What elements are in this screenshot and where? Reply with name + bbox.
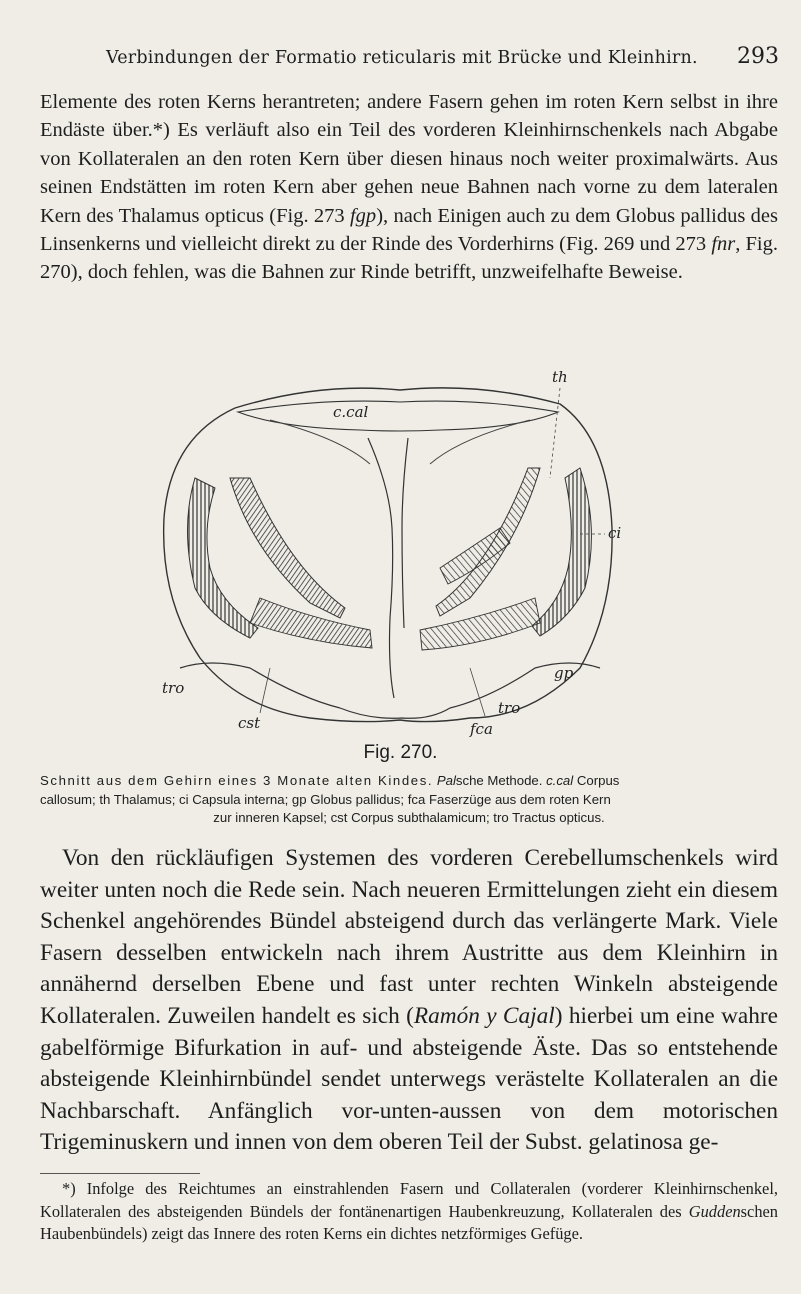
footnote-text-a: Infolge des Reichtumes an einstrahlenden Fasern und Collateralen (vorderer Kleinhirnschenkel, Kollateralen des absteigenden Bündels der fontänenartigen Haubenkreuzung, Kollateralen des xyxy=(40,1179,778,1221)
label-tro-left: tro xyxy=(162,679,185,697)
figure-270-illustration xyxy=(140,368,640,740)
page-number: 293 xyxy=(737,44,779,69)
label-ci: ci xyxy=(608,524,622,542)
outer-outline xyxy=(164,388,612,722)
label-gp: gp xyxy=(554,664,574,682)
paragraph-2-text-a: Von den rückläufigen Systemen des vorderen Cerebellumschenkels wird weiter unten noch die Rede sein. Nach neueren Ermittelungen zieht ein diesem Schenkel angehörendes Bündel absteigend durch das verlängerte Mark. Viele Fasern desselben entwickeln nach ihrem Austritte aus dem Kleinhirn in annähernd derselben Ebene und fast unter rechten Winkeln absteigende Kollateralen. Zuweilen handelt es sich ( xyxy=(40,845,778,1029)
caption-line1-rest: Corpus xyxy=(573,773,620,788)
paragraph-2 xyxy=(40,843,778,1159)
footnote xyxy=(40,1178,778,1246)
label-tro-right: tro xyxy=(498,699,521,717)
label-ccal: c.cal xyxy=(333,403,369,421)
caption-line2: callosum; th Thalamus; ci Capsula interna; gp Globus pallidus; fca Faserzüge aus dem roten Kern xyxy=(40,791,611,807)
footnote-mark: *) xyxy=(62,1179,76,1198)
paragraph-1-text: Elemente des roten Kerns herantreten; andere Fasern gehen im roten Kern selbst in ihre Endäste über.*) Es verläuft also ein Teil des vorderen Kleinhirnschenkels nach Abgabe von Kollateralen an den roten Kern über diesen hinaus noch weiter proximalwärts. Aus seinen Endstätten im roten Kern aber gehen neue Bahnen nach vorne zu dem lateralen Kern des Thalamus opticus (Fig. 273 xyxy=(40,91,778,227)
capsula-interna-right xyxy=(532,468,591,636)
footnote-text-b: schen Haubenbündels) zeigt das Innere des roten Kerns ein dichtes netzförmiges Gefüge. xyxy=(40,1201,778,1244)
paragraph-2-text-b: ) hierbei um eine wahre gabelförmige Bifurkation in auf- und absteigende Äste. Das so entstehende absteigende Kleinhirnbündel sendet unterwegs verästelte Kollateralen an die Nachbarschaft. Anfänglich vor-unten-aussen von dem motorischen Trigeminuskern und innen von dem oberen Teil der Subst. gelatinosa ge- xyxy=(40,1002,778,1156)
caption-lead: Schnitt aus dem Gehirn eines 3 Monate alten Kindes. xyxy=(40,773,434,788)
paragraph-1 xyxy=(40,88,778,287)
label-th: th xyxy=(552,368,568,386)
page-header xyxy=(40,44,779,69)
running-head: Verbindungen der Formatio reticularis mit Brücke und Kleinhirn. xyxy=(106,48,698,68)
figure-caption xyxy=(40,772,778,828)
figure-number: Fig. 270. xyxy=(363,742,438,763)
brain-section-drawing xyxy=(140,368,640,740)
caption-method-name: Pal xyxy=(436,773,456,788)
label-fca: fca xyxy=(470,720,493,738)
ref-fgp: fgp xyxy=(349,204,377,227)
caption-abbr-ccal: c.cal xyxy=(546,773,574,788)
author-ramon-y-cajal: Ramón y Cajal xyxy=(413,1002,555,1029)
caption-line3: zur inneren Kapsel; cst Corpus subthalamicum; tro Tractus opticus. xyxy=(213,810,605,826)
label-cst: cst xyxy=(238,714,261,732)
corpus-callosum-outline xyxy=(238,401,558,431)
footnote-rule xyxy=(40,1173,200,1174)
author-gudden: Gudden xyxy=(688,1201,741,1221)
caption-method-rest: sche Methode. xyxy=(455,773,543,788)
ref-fnr: fnr xyxy=(711,233,736,256)
paragraph-1-mid: ), nach Einigen auch zu dem Globus pallidus des Linsenkerns und vielleicht direkt zu der Rinde des Vorderhirns (Fig. 269 und 273 xyxy=(40,204,778,256)
paragraph-1-end: , Fig. 270), doch fehlen, was die Bahnen zur Rinde betrifft, unzweifelhafte Beweise. xyxy=(40,233,778,284)
